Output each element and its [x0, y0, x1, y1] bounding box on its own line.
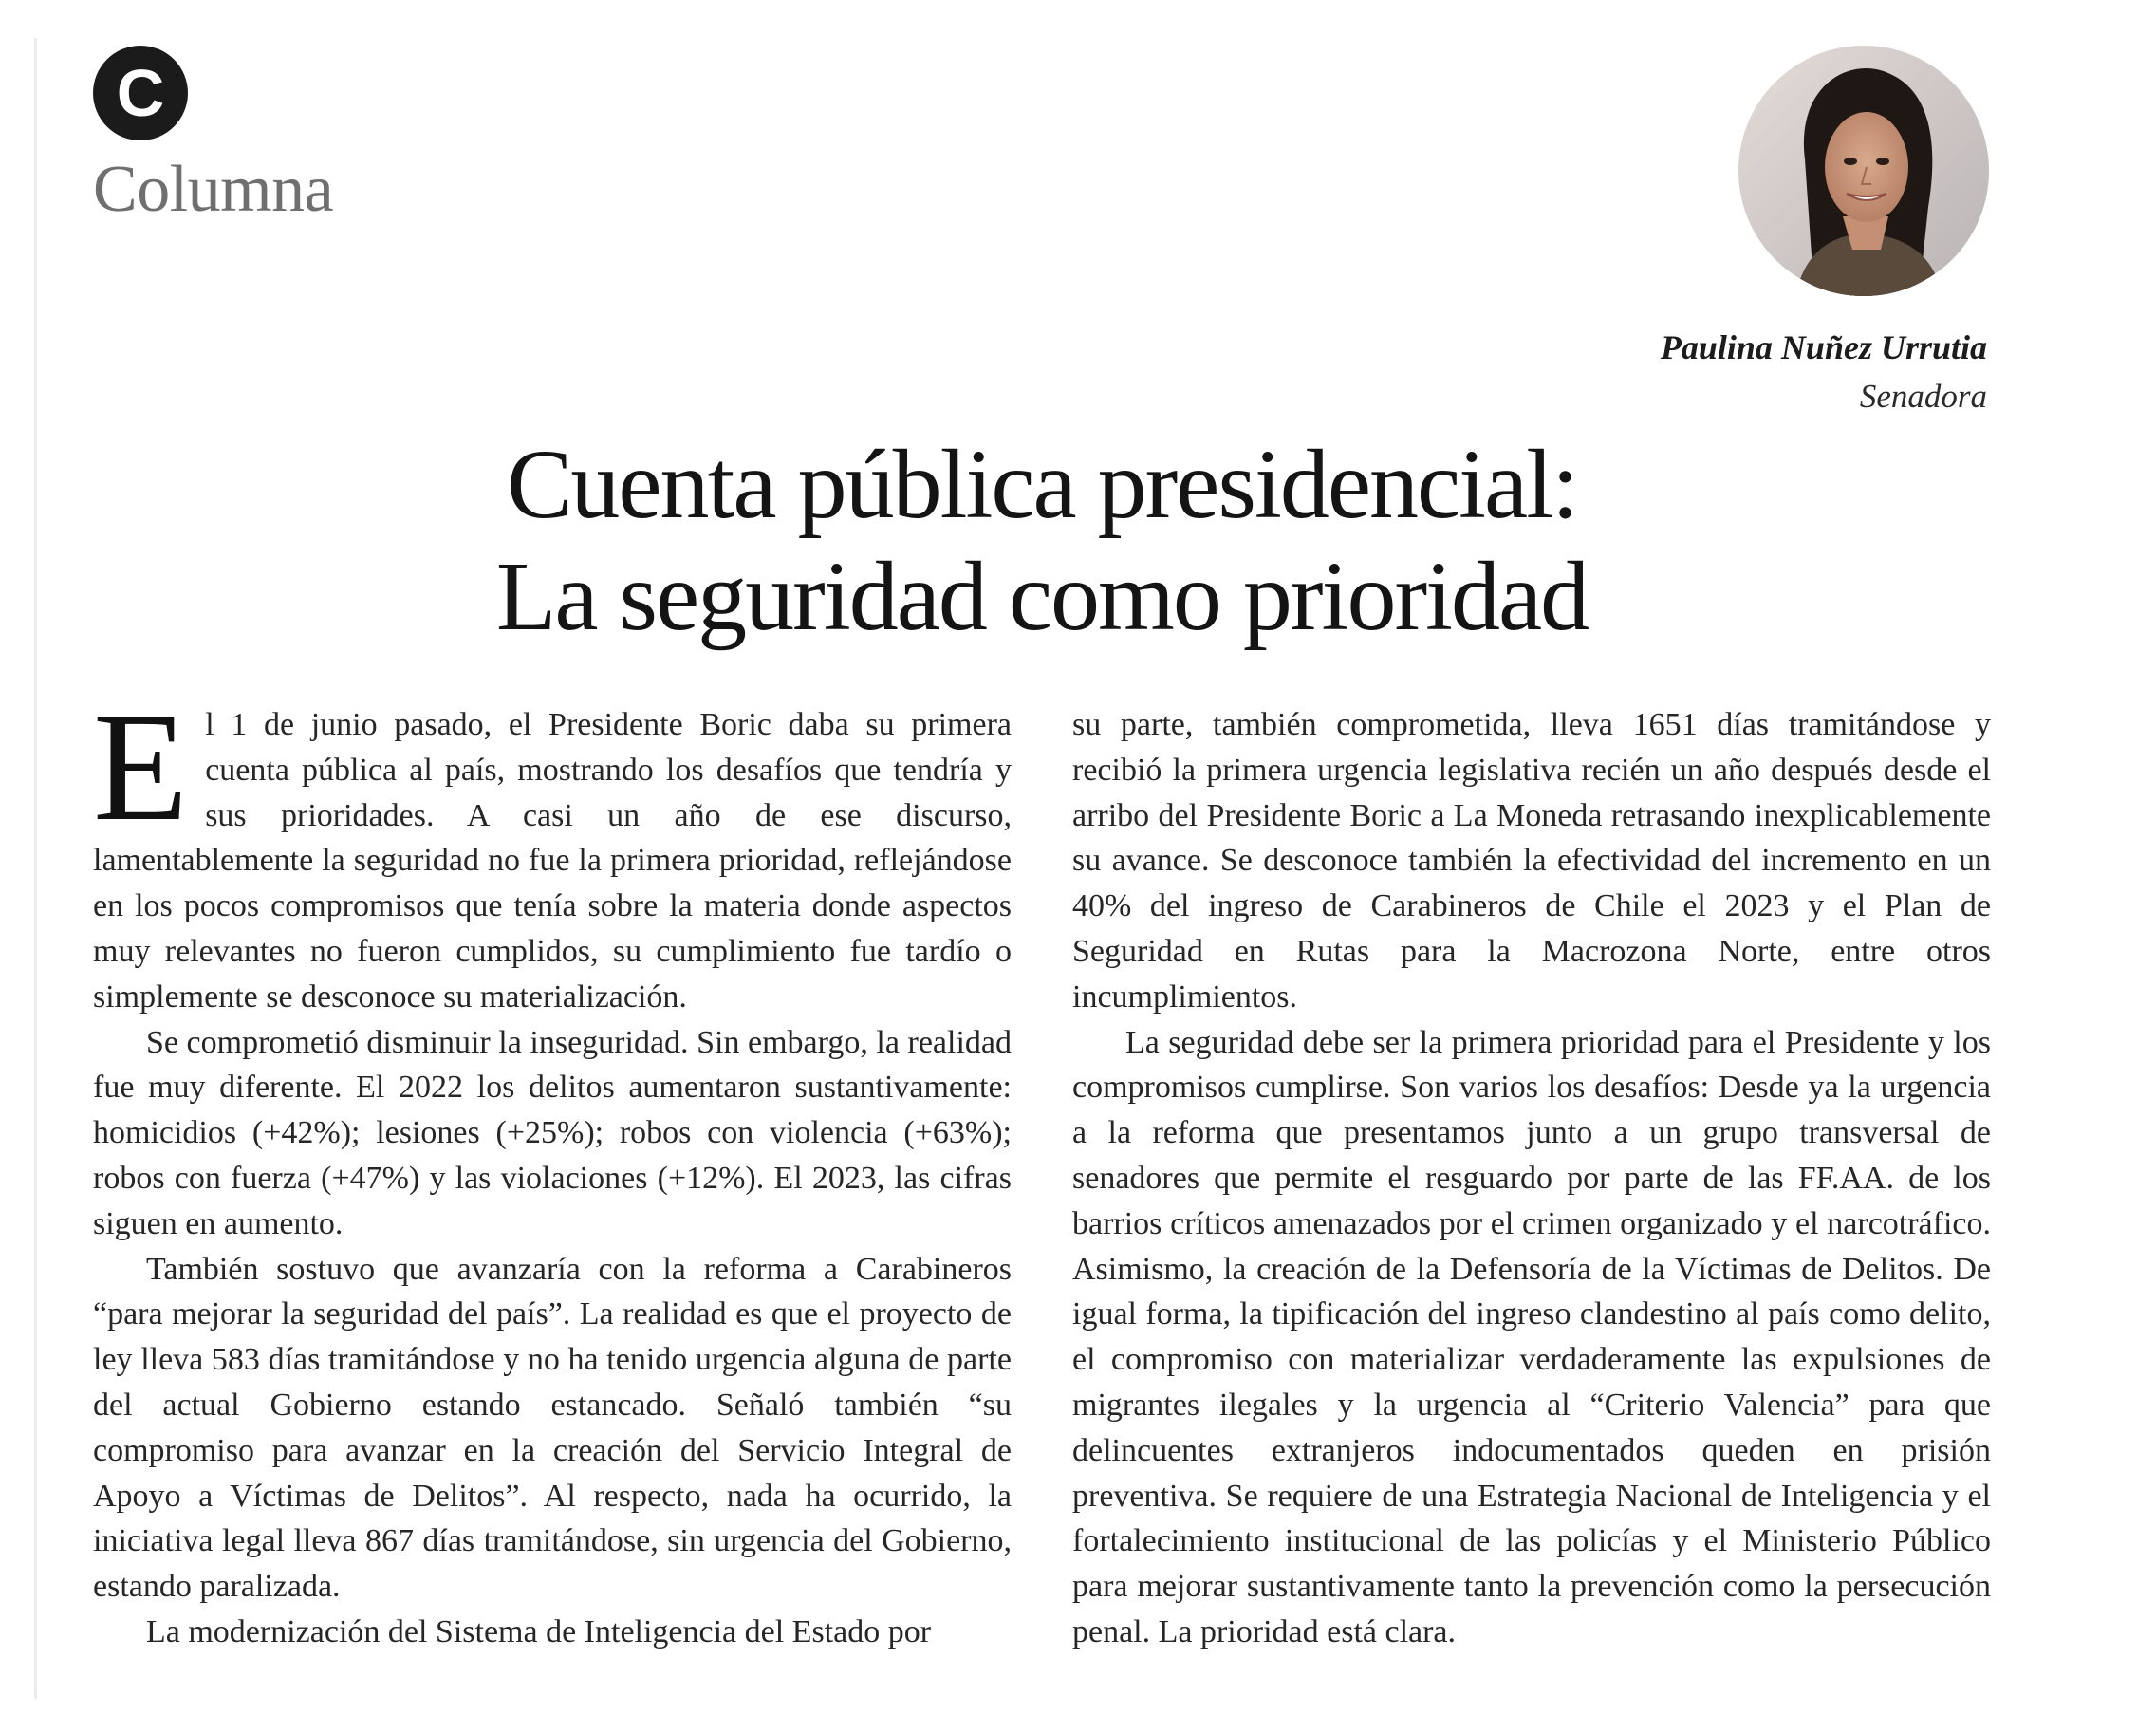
body-paragraph-3: También sostuvo que avanzaría con la reforma a Carabineros “para mejorar la seguridad del país”. La realidad es que el proyecto de ley lleva 583 días tramitándose y no ha tenido urgencia alguna de parte del actual Gobierno estando estancado. Señaló también “su compromiso para avanzar en la creación del Servicio Integral de Apoyo a Víctimas de Delitos”. Al respecto, nada ha ocurrido, la iniciativa legal lleva 867 días tramitándose, sin urgencia del Gobierno, estando paralizada. — [93, 1251, 1012, 1605]
headline-line-2: La seguridad como prioridad — [495, 542, 1589, 651]
body-paragraph-2: Se comprometió disminuir la inseguridad. Sin embargo, la realidad fue muy diferente. El 2022 los delitos aumentaron sustantivamente: homicidios (+42%); lesiones (+25%); robos con violencia (+63%); robos con fuerza (+47%) y las violaciones (+12%). El 2023, las cifras siguen en aumento. — [93, 1024, 1012, 1241]
article-column-right — [1072, 702, 1991, 1655]
body-paragraph-1 — [93, 681, 1012, 1020]
headline-line-1: Cuenta pública presidencial: — [506, 430, 1577, 539]
body-paragraph-4-continued: su parte, también comprometida, lleva 1651 días tramitándose y recibió la primera urgencia legislativa recién un año después desde el arribo del Presidente Boric a La Moneda retrasando inexplicablemente su avance. Se desconoce también la efectividad del incremento en un 40% del ingreso de Carabineros de Chile el 2023 y el Plan de Seguridad en Rutas para la Macrozona Norte, entre otros incumplimientos. — [1072, 707, 1991, 1015]
body-paragraph-4-start: La modernización del Sistema de Inteligencia del Estado por — [146, 1613, 932, 1649]
headline — [93, 429, 1991, 653]
body-paragraph-5: La seguridad debe ser la primera prioridad para el Presidente y los compromisos cumplirse. Son varios los desafíos: Desde ya la urgencia a la reforma que presentamos junto a un grupo transversal de senadores que permite el resguardo por parte de las FF.AA. de los barrios críticos amenazados por el crimen organizado y el narcotráfico. Asimismo, la creación de la Defensoría de la Víctimas de Delitos. De igual forma, la tipificación del ingreso clandestino al país como delito, el compromiso con materializar verdaderamente las expulsiones de migrantes ilegales y la urgencia al “Criterio Valencia” para que delincuentes extranjeros indocumentados queden en prisión preventiva. Se requiere de una Estrategia Nacional de Inteligencia y el fortalecimiento institucional de las policías y el Ministerio Público para mejorar sustantivamente tanto la prevención como la persecución penal. La prioridad está clara. — [1072, 1024, 1991, 1649]
byline — [1661, 323, 1987, 421]
author-name: Paulina Nuñez Urrutia — [1660, 328, 1987, 366]
section-label: Columna — [93, 153, 334, 226]
section-badge: C — [93, 46, 188, 140]
drop-cap: E — [93, 681, 189, 853]
author-photo — [1738, 46, 1989, 296]
page-edge-rule — [34, 38, 37, 1699]
article-column-left — [93, 681, 1012, 1655]
body-paragraph-1-text: l 1 de junio pasado, el Presidente Boric daba su primera cuenta pública al país, mostrando los desafíos que tendría y sus prioridades. A casi un año de ese discurso, lamentablemente la seguridad no fue la primera prioridad, reflejándose en los pocos compromisos que tenía sobre la materia donde aspectos muy relevantes no fueron cumplidos, su cumplimiento fue tardío o simplemente se desconoce su materialización. — [93, 707, 1012, 1015]
author-role: Senadora — [1859, 378, 1987, 415]
